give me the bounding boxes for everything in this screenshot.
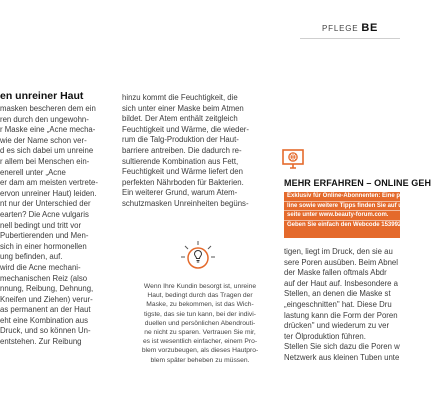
text-line: Ein weiterer Grund, warum Atem- <box>122 188 238 198</box>
text-line: sich unter einer Maske beim Atmen <box>122 103 244 113</box>
article-column-1 <box>0 104 116 348</box>
monitor-icon <box>282 148 304 170</box>
section-title-fragment: BE <box>361 22 378 34</box>
magazine-section-header <box>322 22 378 34</box>
article-subheading: en unreiner Haut <box>0 90 84 102</box>
text-line: ter Ölproduktion führen. <box>284 331 366 341</box>
text-line: ren durch den ungewohn- <box>0 114 89 124</box>
tip-line: Maske, zu bekommen, ist das Wich- <box>146 301 254 309</box>
tip-line: ne nicht zu sparen. Vertrauen Sie mir, <box>144 329 256 337</box>
text-line: Feuchtigkeit und Wärme liefert den <box>122 167 243 177</box>
text-line: perfekten Nährboden für Bakterien. <box>122 177 244 187</box>
tip-line: Haut, bedingt durch das Tragen der <box>147 292 253 300</box>
article-column-2 <box>122 93 278 210</box>
tip-line: es ist wesentlich einfacher, einem Pro- <box>142 338 258 346</box>
text-line: lastung kann die Form der Poren <box>284 310 398 320</box>
text-line: Stellen, an denen die Maske st <box>284 289 391 299</box>
tip-line: duellen und persönlichen Abendrouti- <box>144 319 256 327</box>
text-line: hinzu kommt die Feuchtigkeit, die <box>122 93 238 102</box>
text-line: wird die Acne mechani- <box>0 262 81 272</box>
text-line: schutzmasken Unreinheiten begüns- <box>122 198 249 208</box>
text-line: ung befinden, auf. <box>0 252 63 262</box>
text-line: sich in einer hormonellen <box>0 241 87 251</box>
online-box-line: Exklusiv für Online-Abonnenten: Eine passen <box>287 193 418 199</box>
text-line: eht eine Kombination aus <box>0 315 88 325</box>
text-line: enerell unter „Acne <box>0 167 66 177</box>
online-box-line: seite unter www.beauty-forum.com. <box>287 212 389 219</box>
text-line: r allem bei Menschen ein- <box>0 156 90 166</box>
text-line: nt nur der Unterschied der <box>0 199 91 209</box>
text-line: nell bedingt und tritt vor <box>0 220 82 230</box>
section-label: PFLEGE <box>322 24 359 33</box>
text-line: as permanent an der Haut <box>0 305 91 315</box>
expert-tip-text <box>122 282 278 365</box>
text-line: der Maske fallen oftmals Abdr <box>284 268 387 278</box>
text-line: Druck, und so können Un- <box>0 326 91 336</box>
text-line: entstehen. Zur Reibung <box>0 337 82 347</box>
text-line: ervon unreiner Haut) leiden. <box>0 188 97 198</box>
text-line: Stellen Sie sich dazu die Poren w <box>284 342 400 352</box>
text-line: Pubertierenden und Men- <box>0 231 89 241</box>
text-line: tigen, liegt im Druck, den sie au <box>284 247 393 256</box>
text-line: sultierende Kombination aus Fett, <box>122 156 239 166</box>
text-line: d es sich dabei um unreine <box>0 146 94 156</box>
tip-line: blem später beheben zu müssen. <box>150 356 250 364</box>
text-line: wie der Name schon ver- <box>0 135 87 145</box>
online-box-line: Geben Sie einfach den Webcode 153992 ein. <box>287 221 414 228</box>
text-line: rum die Talg-Produktion der Haut- <box>122 135 239 145</box>
article-column-3 <box>284 247 400 364</box>
text-line: Feuchtigkeit und Wärme, die wieder- <box>122 124 249 134</box>
header-divider <box>300 38 400 39</box>
text-line: nnung, Reibung, Dehnung, <box>0 284 94 294</box>
text-line: bildet. Der Atem enthält zeitgleich <box>122 114 238 124</box>
text-line: sere Poren ausüben. Beim Abnel <box>284 257 398 267</box>
text-line: barriere antreiben. Die dadurch re- <box>122 145 242 155</box>
text-line: Netzwerk aus kleinen Tuben unte <box>284 352 400 362</box>
text-line: drücken" und wiederum zu ver <box>284 321 390 331</box>
text-line: „eingeschnitten" hat. Diese Dru <box>284 299 392 309</box>
text-line: Kneifen und Ziehen) verur- <box>0 294 93 304</box>
online-more-info-title: MEHR ERFAHREN – ONLINE GEH <box>284 178 431 188</box>
online-box-line: line sowie weitere Tipps finden Sie auf unser <box>287 202 415 209</box>
online-info-box <box>284 192 418 238</box>
tip-line: tigste, das sie tun kann, bei der indivi- <box>144 310 256 318</box>
lightbulb-icon <box>180 240 216 276</box>
text-line: masken bescheren dem ein <box>0 104 96 113</box>
text-line: earten? Die Acne vulgaris <box>0 209 89 219</box>
text-line: r Maske eine „Acne mecha- <box>0 125 96 135</box>
text-line: er dam am meisten vertrete- <box>0 178 98 188</box>
tip-line: Wenn Ihre Kundin besorgt ist, unreine <box>143 283 257 290</box>
text-line: mechanischen Reiz (also <box>0 273 88 283</box>
tip-line: blem vorzubeugen, als dieses Hautpro- <box>141 347 259 355</box>
text-line: auf der Haut auf. Insbesondere a <box>284 278 398 288</box>
